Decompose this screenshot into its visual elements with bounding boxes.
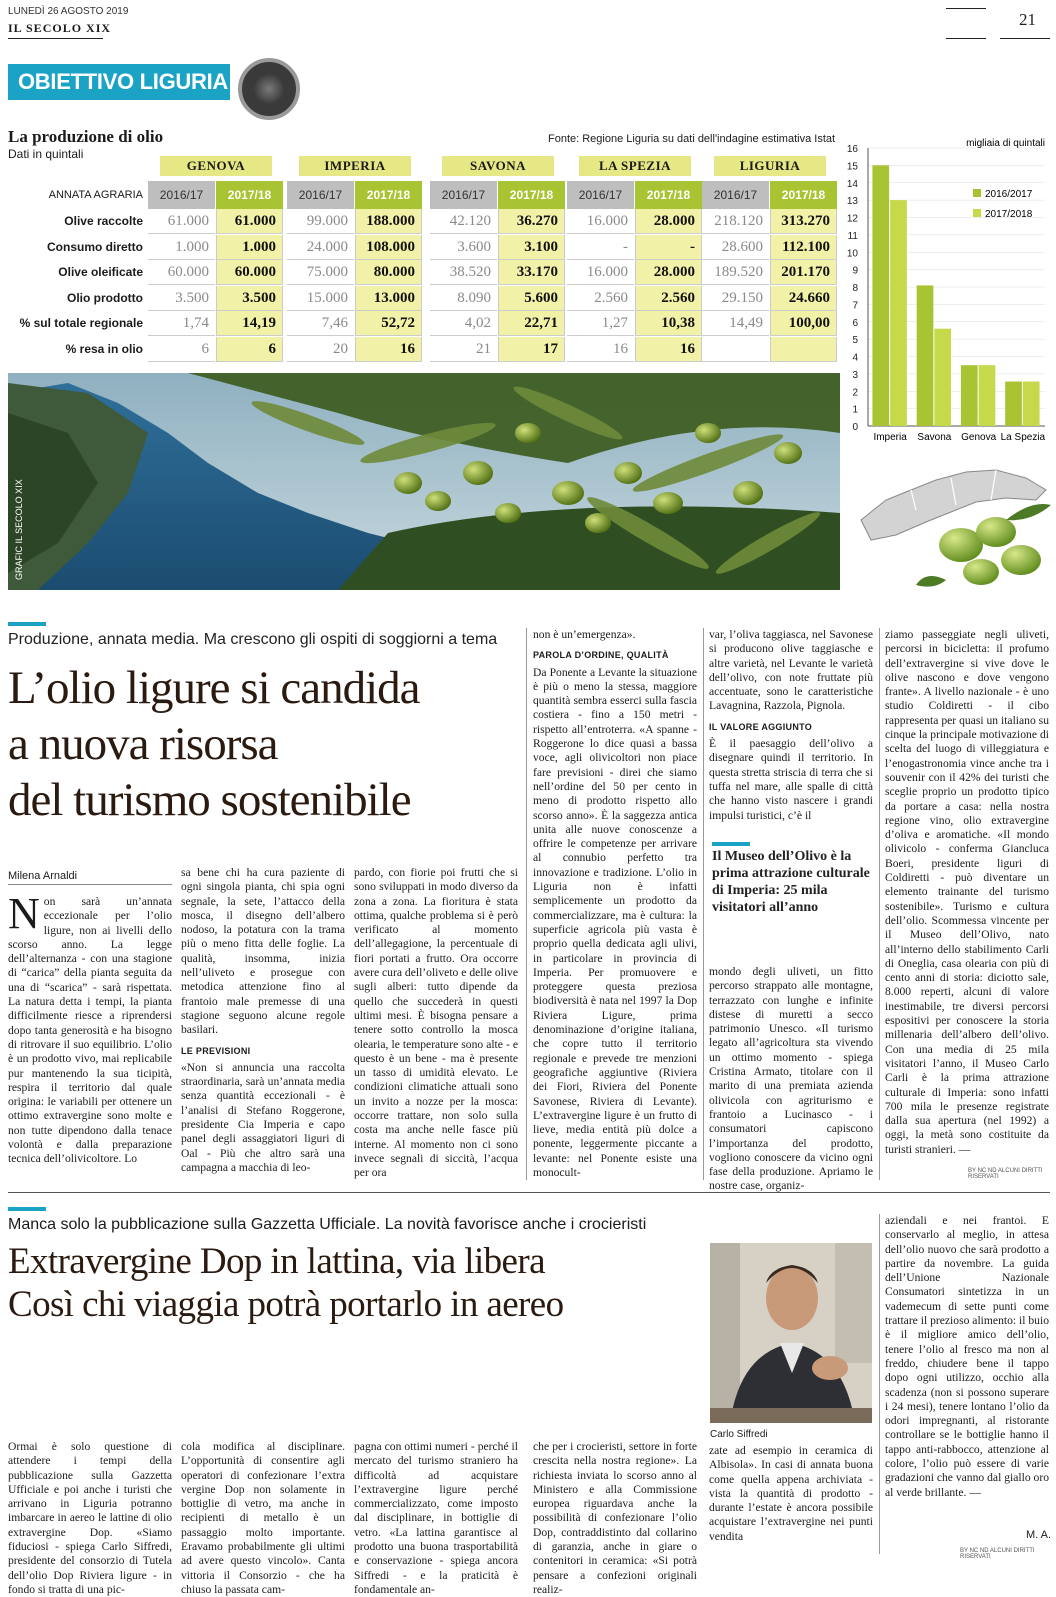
table-cell [702,337,769,362]
table-cell: 10,38 [635,311,702,336]
table-cell: 1,27 [567,311,634,336]
y-tick-label: 5 [852,335,858,347]
table-cell: 8.090 [430,286,497,311]
y-tick-label: 16 [846,144,858,155]
table-cell: 5.600 [498,286,565,311]
table-cell: 20 [287,337,354,362]
table-cell: - [635,235,702,260]
column-text: Ormai è solo questione di attendere i tempi della pubblicazione sulla Gazzetta Ufficiale e poi anche i turisti che arrivano in Liguria potranno imbarcare in aereo le lattine di olio extravergine Dop. «Siamo fiduciosi - spiega Carlo Siffredi, presidente del consorzio di Tutela dell’olio Dop Riviera ligure - in fondo si tratta di una pic- [8,1440,172,1596]
kicker-accent [8,622,46,626]
y-tick-label: 11 [847,230,858,242]
table-cell: 1.000 [148,235,215,260]
y-tick-label: 14 [846,178,858,190]
region-header: LIGURIA [714,156,826,176]
table-cell: 42.120 [430,209,497,234]
y-tick-label: 15 [846,161,858,173]
table-cell: 7,46 [287,311,354,336]
table-cell: 3.100 [498,235,565,260]
article2-column-3 [354,1440,518,1596]
table-cell: 33.170 [498,260,565,285]
table-cell: 17 [498,337,565,362]
y-tick-label: 3 [852,369,858,381]
table-cell: 28.600 [702,235,769,260]
kicker-accent [8,1207,46,1211]
table-cell: 2.560 [567,286,634,311]
table-cell: 108.000 [355,235,422,260]
article1-column-2 [181,866,345,1180]
table-cell: 28.000 [635,260,702,285]
column-text: che per i crocieristi, settore in forte crescita nella nostra regione». La richiesta inviata lo scorso anno al Ministero e alla Commissione europea riguardava anche la possibilità di confezionare l’olio Dop, contraddistinto dal collarino di garanzia, anche in giare o contenitori in ceramica: «Si potrà pensare a confezioni originali realiz- [533,1440,697,1596]
y-tick-label: 10 [846,248,858,260]
chart-title: migliaia di quintali [966,138,1045,149]
headline-line: Così chi viaggia potrà portarlo in aereo [8,1284,564,1325]
table-cell: 16.000 [567,260,634,285]
section-logo-icon [238,58,300,120]
table-cell: 75.000 [287,260,354,285]
header-rule-right-2 [946,38,986,39]
liguria-map-olives-illustration [856,460,1052,590]
y-tick-label: 7 [852,300,858,312]
article1-column-5-top [709,628,873,838]
table-cell: 21 [430,337,497,362]
article1-column-4 [533,628,697,1180]
column-text: cola modifica al disciplinare. L’opportunità di consentire agli operatori di confezionare l’extra vergine Dop non solamente in bottiglie di vetro, ma anche in recipienti di metallo è un passaggio molto importante. Eravamo probabilmente gli ultimi ad avere questo vincolo». Canta vittoria il Consorzio - che ha chiuso la passata cam- [181,1440,345,1596]
bar [890,200,907,426]
page-number: 21 [1019,10,1036,29]
headline-line: Extravergine Dop in lattina, via libera [8,1241,545,1282]
column-divider [879,1214,880,1554]
row-label: Olive raccolte [64,214,143,228]
year-column-header: 2017/18 [770,181,837,209]
column-text: zate ad esempio in ceramica di Albisola». In casi di annata buona come quella appena archiviata - vista la quantità di prodotto - durante l’estate è ancora possibile acquistare l’extravergine nei punti vendita [709,1444,873,1543]
table-cell: 16 [567,337,634,362]
y-tick-label: 8 [852,283,858,294]
row-label: Olio prodotto [67,290,143,305]
region-header: LA SPEZIA [579,156,691,176]
column-divider [879,628,880,1180]
table-cell: 99.000 [287,209,354,234]
row-label: Olive oleificate [58,265,143,279]
article2-headline [8,1240,708,1326]
production-bar-chart [840,128,1050,458]
bar [872,165,889,426]
column-text: È il paesaggio dell’olivo a disegnare quindi il territorio. In questa stretta striscia di terra che si tuffa nel mare, alle spalle di città che hanno visto nascere i grandi impulsi turistici, c’è il [709,737,873,822]
table-cell: 15.000 [287,286,354,311]
bar [1005,382,1022,426]
y-tick-label: 6 [852,317,858,329]
year-column-header: 2016/17 [567,181,634,209]
olive-branch-photo [8,373,840,590]
year-column-header: 2016/17 [702,181,769,209]
column-text: aziendali e nei frantoi. E conservarlo al meglio, in attesa dell’olio nuovo che sarà prodotto a partire da novembre. La guida dell’Unione Nazionale Consumatori sintetizza in un vademecum di sette punti come trattare il prezioso alimento: il buio è il migliore amico dell’olio, tenere l’olio al fresco ma non al freddo, chiudere bene il tappo dopo ogni utilizzo, occhio alla scadenza (non si possono superare i 24 mesi), tenere lontano l’olio da odori impregnanti, al ristorante controllare se le bottiglie hanno il tappo anti-rabbocco, attenzione al colore, l’olio può essere di varie gradazioni che vanno dal giallo oro al verde brillante. — [885,1214,1049,1499]
table-source: Fonte: Regione Liguria su dati dell'indagine estimativa Istat [548,133,836,145]
column-text: sa bene chi ha cura paziente di ogni singola pianta, chi spia ogni segnale, la sete, l’attacco della mosca, il disegno dell’albero nodoso, la potatura con la trama più o meno fitta delle foglie. La qualità, insomma, inizia nell’uliveto e prosegue con metodica attenzione fino al frantoio male premesse di una stagione seguono alcune regole basilari. [181,866,345,1037]
article2-column-6 [885,1214,1049,1522]
drop-cap: N [8,889,40,938]
table-cell: 189.520 [702,260,769,285]
table-cell [770,337,837,362]
table-cell: 313.270 [770,209,837,234]
article1-column-5-bottom [709,965,873,1193]
table-cell: 2.560 [635,286,702,311]
table-subtitle: Dati in quintali [8,147,84,161]
y-tick-label: 9 [852,265,858,277]
x-tick-label: Imperia [873,432,907,443]
article1-column-6 [885,628,1049,1168]
article2-kicker: Manca solo la pubblicazione sulla Gazzetta Ufficiale. La novità favorisce anche i crocieristi [8,1216,647,1233]
article-separator [8,1192,1050,1193]
headline-line: a nuova risorsa [8,718,278,770]
table-cell: 16 [355,337,422,362]
region-header: GENOVA [160,156,272,176]
column-text: var, l’oliva taggiasca, nel Savonese si producono olive taggiasche e altre varietà, nel Levante le varietà dell’olivo, con note fruttate più accentuate, sono le caratteristiche Lavagnina, Razzola, Pignola. [709,628,873,713]
year-column-header: 2016/17 [287,181,354,209]
article1-column-3 [354,866,518,1180]
copyright-notice: BY NC ND ALCUNI DIRITTI RISERVATI [968,1168,1043,1180]
byline-rule [8,884,172,885]
table-cell: 13.000 [355,286,422,311]
issue-date: LUNEDÌ 26 AGOSTO 2019 [8,6,129,17]
masthead: IL SECOLO XIX [8,21,112,35]
table-cell: 14,19 [216,311,283,336]
region-header: IMPERIA [299,156,411,176]
table-cell: 22,71 [498,311,565,336]
bar [1023,382,1040,426]
photo-credit: GRAFIC IL SECOLO XIX [14,479,24,580]
y-tick-label: 1 [852,404,858,416]
table-cell: 3.600 [430,235,497,260]
bar [979,365,996,426]
year-column-header: 2017/18 [635,181,702,209]
table-cell: 14,49 [702,311,769,336]
bar [917,285,934,426]
y-tick-label: 13 [846,196,858,208]
table-cell: 100,00 [770,311,837,336]
table-cell: 6 [216,337,283,362]
legend-label: 2017/2018 [985,209,1033,220]
annata-label: ANNATA AGRARIA [48,189,143,201]
table-cell: 80.000 [355,260,422,285]
row-label: % resa in olio [65,341,143,356]
table-cell: 6 [148,337,215,362]
column-text: ziamo passeggiate negli uliveti, percorsi in bicicletta: il profumo dell’extravergine si vive dove le olive nascono e dove vengono frante». A livello nazionale - è uno studio Coldiretti - il cibo rappresenta per quasi un italiano su cinque la principale motivazione di scelta del luogo di villeggiatura e l’enogastronomia vince anche tra i souvenir con il 42% dei turisti che sceglie proprio un prodotto tipico da portare a casa: nella nostra regione vino, olio extravergine d’oliva e aromatiche. «Il mondo olivicolo - conferma Giancluca Boeri, presidente liguri di Coldiretti - può diventare un elemento trainante del turismo sostenibile». Turismo e cultura dell’olio. Scommessa vincente per il Museo dell’Olivo, nato all’interno dello stabilimento Carli di Oneglia, casa olearia con più di cento anni di storia: diciotto sale, 8.000 reperti, alcuni di valore inestimabile, tre diversi percorsi espositivi per conoscere la storia millenaria dell’albero dell’olivo. Con una media di 25 mila visitatori l’anno, il Museo Carlo Carli è la prima attrazione culturale di Imperia: sono infatti 700 mila le presenze registrate dalla sua apertura (nel 1992) a oggi, la metà sono costituite da turisti stranieri. — [885,628,1049,1156]
column-text: «Non si annuncia una raccolta straordinaria, sarà un’annata media senza quantità eccezionali - è l’analisi di Stefano Roggerone, presidente Cia Imperia e capo panel degli assaggiatori liguri di Oal - Più che altro sarà una campagna a macchia di leo- [181,1060,345,1174]
column-text: mondo degli uliveti, un fitto percorso strappato alle montagne, terrazzato con lunghe e infinite distese di muretti a secco patrimonio Unesco. «Il turismo legato all’agricoltura sta vivendo un ottimo momento - spiega Cristina Armato, titolare con il marito di una premiata azienda olivicola con agriturismo e frantoio a Lucinasco - i consumatori capiscono l’importanza del prodotto, vogliono conoscere da vicino ogni fase della produzione. Apriamo le nostre case, organiz- [709,965,873,1193]
table-cell: 3.500 [148,286,215,311]
table-cell: 201.170 [770,260,837,285]
table-cell: 16.000 [567,209,634,234]
legend-label: 2016/2017 [985,189,1033,200]
column-text: pardo, con fiorie poi frutti che si sono sviluppati in modo diverso da zona a zona. La fioritura è stata ottima, qualche problema si è però verificato al momento dell’allegagione, la percentuale di fiori portati a frutto. Ora occorre avere cura dell’oliveto e delle olive sugli alberi: tutto dipende da quello che succederà in questi ultimi mesi. È bisogna pensare a tenere sotto controllo la mosca olearia, le temperature sono alte - e questo è un bene - ma è presente un tasso di umidità elevato. Le condizioni climatiche attuali sono un invito a nozze per la mosca: occorre trattare, non solo sulla costa ma anche nelle fasce più interne. Al momento non ci sono invece segnali di siccità, l’acqua per ora [354,866,518,1180]
table-cell: 29.150 [702,286,769,311]
highlight-box: Il Museo dell’Olivo è la prima attrazione culturale di Imperia: 25 mila visitatori all’anno [712,849,870,915]
table-cell: 24.000 [287,235,354,260]
author-signature: M. A. [1026,1529,1052,1541]
year-column-header: 2017/18 [355,181,422,209]
copyright-notice: BY NC ND ALCUNI DIRITTI RISERVATI [960,1548,1035,1560]
headline-line: L’olio ligure si candida [8,662,420,714]
table-cell: 3.500 [216,286,283,311]
column-divider [526,628,527,1180]
x-tick-label: Genova [961,432,997,443]
table-cell: - [567,235,634,260]
year-column-header: 2016/17 [430,181,497,209]
table-cell: 24.660 [770,286,837,311]
article2-column-2 [181,1440,345,1596]
photo-caption: Carlo Siffredi [710,1429,768,1440]
column-text: pagna con ottimi numeri - perché il mercato del turismo straniero ha difficoltà ad acquistare l’extravergine ligure perché commercializzato, come imposto dal disciplinare, in bottiglie di vetro. «La lattina garantisce al prodotto una buona trasportabilità e conservazione - spiega ancora Siffredi - e la praticità è fondamentale an- [354,1440,518,1596]
table-cell: 52,72 [355,311,422,336]
table-cell: 16 [635,337,702,362]
column-text: non è un’emergenza». [533,628,636,641]
year-column-header: 2016/17 [148,181,215,209]
y-tick-label: 2 [852,387,858,399]
y-tick-label: 12 [846,213,858,225]
table-cell: 38.520 [430,260,497,285]
table-cell: 188.000 [355,209,422,234]
headline-line: del turismo sostenibile [8,774,411,826]
table-cell: 1.000 [216,235,283,260]
header-rule-right [946,8,986,9]
legend-swatch [973,189,981,197]
row-label: Consumo diretto [47,239,143,254]
section-title: OBIETTIVO LIGURIA [8,64,230,100]
article1-kicker: Produzione, annata media. Ma crescono gli ospiti di soggiorni a tema [8,631,498,648]
table-cell: 61.000 [148,209,215,234]
year-column-header: 2017/18 [216,181,283,209]
legend-swatch [973,209,981,217]
article2-column-5 [709,1444,873,1558]
subheading: LE PREVISIONI [181,1045,251,1056]
box-accent [712,842,750,846]
table-cell: 61.000 [216,209,283,234]
portrait-photo [710,1243,872,1423]
bar [934,329,951,426]
table-cell: 60.000 [216,260,283,285]
year-column-header: 2017/18 [498,181,565,209]
article1-column-1 [8,889,172,1180]
article2-column-4 [533,1440,697,1596]
region-header: SAVONA [442,156,554,176]
x-tick-label: La Spezia [1000,432,1046,443]
row-label: % sul totale regionale [19,316,143,330]
article2-column-1 [8,1440,172,1596]
subheading: IL VALORE AGGIUNTO [709,721,813,732]
y-tick-label: 4 [852,352,858,364]
column-text: on sarà un’annata eccezionale per l’olio ligure, non ai livelli dello scorso anno. La legge dell’alternanza - con una stagione di “carica” della pianta seguita da una di “scarica” - sarà rispettata. La natura detta i tempi, la pianta difficilmente riesce a riprendersi dopo tanta generosità e ha bisogno di ritrovare il suo equilibrio. L’olio è un prodotto vivo, mai replicabile pur mantenendo la sua ticipità, respira il territorio dal quale origina: le variabili per ottenere un ottimo extravergine sono molte e non tutte dipendono dalla tenace volontà e dalla preparazione tecnica dell’olivicoltore. Lo [8,895,172,1166]
column-text: Da Ponente a Levante la situazione è più o meno la stessa, maggiore quantità sembra esserci sulla fascia costiera - fino a 150 metri - rispetto all’entroterra. «A spanne - Roggerone lo dice quasi a bassa voce, agli olivicoltori non piace fare previsioni - direi che siamo nell’ordine del 50 per cento in meno di prodotto rispetto allo scorso anno». È la saggezza antica unita alle nuove conoscenze a offrire le competenze per arrivare al connubio perfetto tra innovazione e tradizione. L’olio in Liguria non è infatti semplicemente un prodotto da commercializzare, ma è cultura: la superficie agricola più vasta è proprio quella dedicata agli ulivi, in particolare in provincia di Imperia. Per promuovere e proteggere questa preziosa biodiversità è nata nel 1997 la Dop Riviera Ligure, prima denominazione d’origine italiana, che copre tutto il territorio regionale e prevede tre menzioni geografiche aggiuntive (Riviera dei Fiori, Riviera del Ponente Savonese, Riviera di Levante). L’extravergine ligure è un frutto di lieve, media entità più dolce a ponente, leggermente piccante a levante: nel Ponente esiste una monocult- [533,665,697,1179]
table-cell: 36.270 [498,209,565,234]
header-rule [8,38,103,39]
article1-headline [8,660,518,828]
x-tick-label: Savona [917,432,952,443]
table-cell: 1,74 [148,311,215,336]
table-cell: 60.000 [148,260,215,285]
bar [961,365,978,426]
table-cell: 218.120 [702,209,769,234]
table-cell: 28.000 [635,209,702,234]
subheading: PAROLA D’ORDINE, QUALITÀ [533,650,669,661]
page-number-rule [1000,38,1050,39]
table-cell: 4,02 [430,311,497,336]
author-byline: Milena Arnaldi [8,870,78,882]
table-title: La produzione di olio [8,127,164,146]
column-divider [703,628,704,1180]
y-tick-label: 0 [852,422,858,433]
table-cell: 112.100 [770,235,837,260]
